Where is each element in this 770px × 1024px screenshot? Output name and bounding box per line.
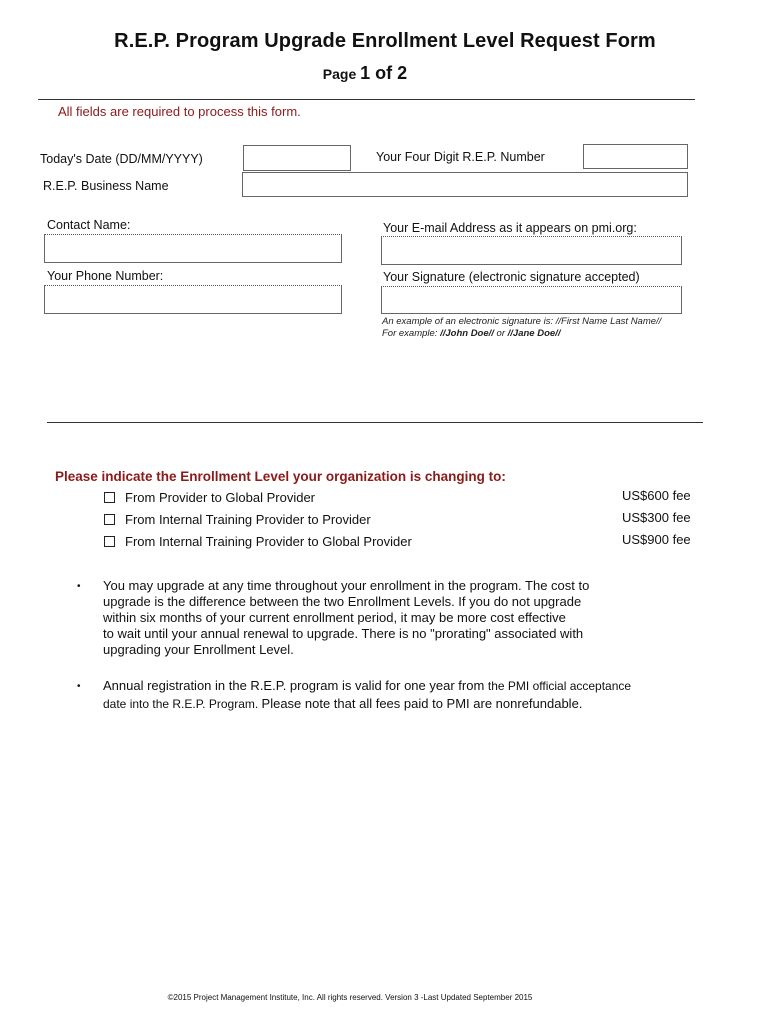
bullet-line: upgrade is the difference between the two Enrollment Levels. If you do not upgrade [103, 594, 582, 609]
rep-number-field[interactable] [583, 144, 688, 169]
signature-note [382, 316, 661, 340]
option-provider-to-global[interactable] [104, 490, 315, 505]
option-label: From Internal Training Provider to Provider [125, 512, 371, 527]
bullet-line: upgrading your Enrollment Level. [103, 642, 294, 657]
bullet-line [103, 678, 631, 694]
bullet-fragment: Annual registration in the R.E.P. program is valid for one year from [103, 678, 488, 693]
phone-field[interactable] [44, 285, 342, 314]
header-divider [38, 99, 695, 100]
checkbox[interactable] [104, 536, 115, 547]
form-title: R.E.P. Program Upgrade Enrollment Level Request Form [114, 30, 656, 52]
date-label: Today's Date (DD/MM/YYYY) [40, 152, 203, 166]
bullet-line: within six months of your current enrollment period, it may be more cost effective [103, 610, 566, 625]
bullet-fragment: the PMI official acceptance [487, 679, 632, 693]
contact-name-label: Contact Name: [47, 218, 131, 232]
option-fee: US$300 fee [622, 510, 691, 525]
phone-label: Your Phone Number: [47, 269, 164, 283]
option-internal-to-global[interactable] [104, 534, 412, 549]
signature-note-prefix: For example: [382, 328, 441, 339]
bullet-line: You may upgrade at any time throughout your enrollment in the program. The cost to [103, 578, 590, 593]
option-fee: US$600 fee [622, 488, 691, 503]
email-field[interactable] [381, 236, 682, 265]
page-indicator [0, 63, 730, 84]
page-current: 1 [360, 63, 371, 83]
checkbox[interactable] [104, 514, 115, 525]
bullet-line: to wait until your annual renewal to upgrade. There is no "prorating" associated with [103, 626, 584, 641]
bullet-dot: • [77, 581, 81, 592]
checkbox[interactable] [104, 492, 115, 503]
required-notice: All fields are required to process this form. [58, 104, 301, 119]
bullet-dot: • [77, 681, 81, 692]
page-of: of [370, 63, 398, 83]
rep-number-label: Your Four Digit R.E.P. Number [376, 150, 545, 164]
signature-label: Your Signature (electronic signature accepted) [383, 270, 640, 284]
contact-name-field[interactable] [44, 234, 342, 263]
business-name-field[interactable] [242, 172, 688, 197]
bullet-line [103, 696, 631, 712]
section-divider [47, 422, 703, 423]
signature-example-2: //Jane Doe// [507, 328, 561, 339]
enrollment-heading: Please indicate the Enrollment Level your organization is changing to: [55, 469, 506, 484]
option-label: From Provider to Global Provider [125, 490, 316, 505]
footer-copyright: ©2015 Project Management Institute, Inc. All rights reserved. Version 3 -Last Updated September 2015 [167, 993, 533, 1002]
date-field[interactable] [243, 145, 351, 171]
bullet-fragment: date into the R.E.P. Program. [103, 697, 262, 711]
business-name-label: R.E.P. Business Name [43, 179, 169, 193]
option-internal-to-provider[interactable] [104, 512, 371, 527]
bullet-fragment: Please note that all fees paid to PMI are nonrefundable. [261, 696, 583, 711]
signature-field[interactable] [381, 286, 682, 314]
bullet-registration-info [103, 678, 631, 712]
signature-example-1: //John Doe// [440, 328, 494, 339]
option-label: From Internal Training Provider to Global Provider [125, 534, 412, 549]
bullet-upgrade-info [103, 578, 589, 658]
signature-note-or: or [493, 328, 508, 339]
option-fee: US$900 fee [622, 532, 691, 547]
signature-note-line1: An example of an electronic signature is: //First Name Last Name// [382, 316, 662, 327]
page-prefix: Page [322, 66, 361, 82]
page-total: 2 [397, 63, 408, 83]
email-label: Your E-mail Address as it appears on pmi.org: [383, 221, 637, 235]
signature-note-line2 [382, 328, 661, 340]
